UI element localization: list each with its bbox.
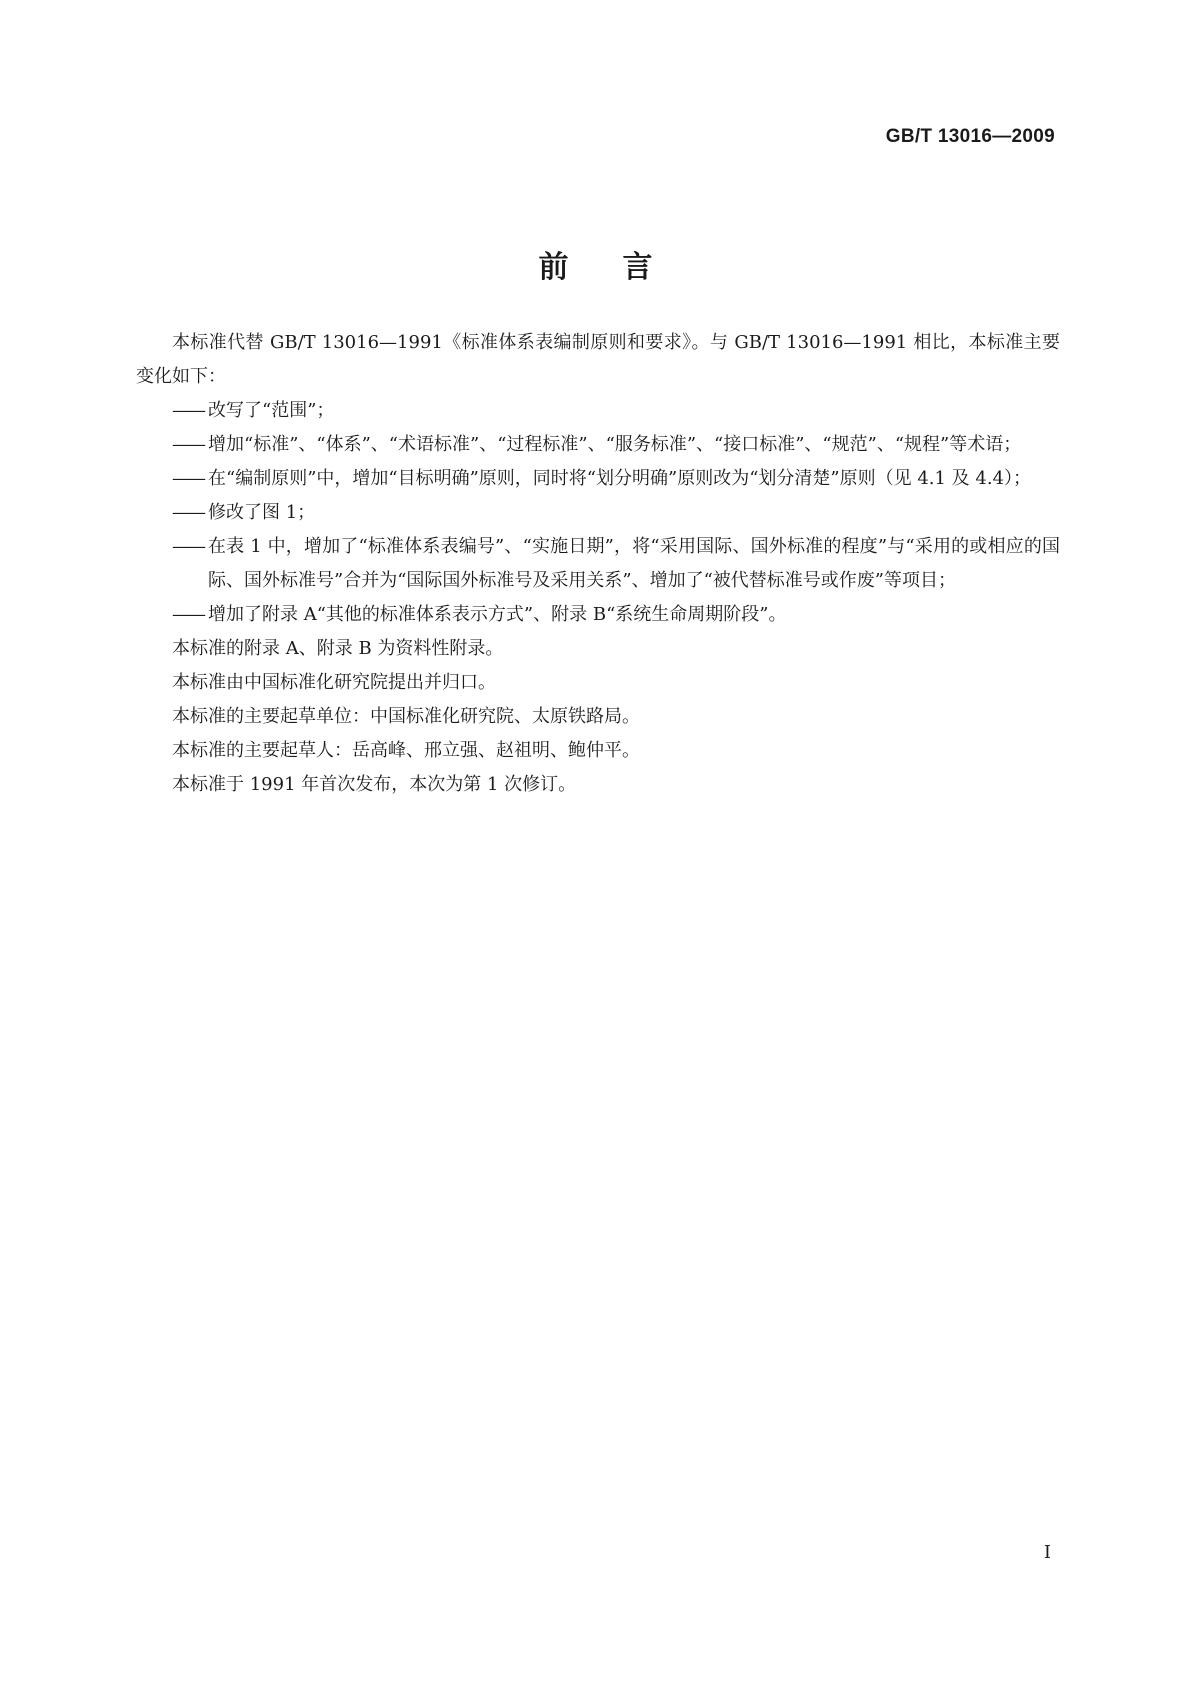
change-list [136, 394, 1060, 632]
change-item [136, 428, 1060, 462]
dash-mark: —— [172, 502, 204, 523]
intro-paragraph: 本标准代替 GB/T 13016—1991《标准体系表编制原则和要求》。与 GB/T 13016—1991 相比，本标准主要变化如下： [136, 332, 1060, 387]
dash-mark: —— [172, 536, 204, 557]
change-text: 在表 1 中，增加了“标准体系表编号”、“实施日期”，将“采用国际、国外标准的程度”与“采用的或相应的国际、国外标准号”合并为“国际国外标准号及采用关系”、增加了“被代替标准号或作废”等项目； [208, 536, 1060, 591]
page-title: 前言 [538, 250, 707, 286]
change-item [136, 394, 1060, 428]
change-item [136, 496, 1060, 530]
dash-mark: —— [172, 400, 204, 421]
note-paragraph: 本标准于 1991 年首次发布，本次为第 1 次修订。 [172, 774, 577, 795]
dash-mark: —— [172, 468, 204, 489]
note-paragraph: 本标准的主要起草单位：中国标准化研究院、太原铁路局。 [172, 706, 640, 727]
change-text: 增加“标准”、“体系”、“术语标准”、“过程标准”、“服务标准”、“接口标准”、“规范”、“规程”等术语； [208, 434, 1022, 455]
dash-mark: —— [172, 434, 204, 455]
page-number: I [1043, 1542, 1051, 1563]
note-paragraph: 本标准的附录 A、附录 B 为资料性附录。 [172, 638, 504, 659]
change-text: 增加了附录 A“其他的标准体系表示方式”、附录 B“系统生命周期阶段”。 [208, 604, 787, 625]
change-text: 改写了“范围”； [208, 400, 335, 421]
change-item [136, 462, 1060, 496]
change-item [136, 530, 1060, 598]
standard-code: GB/T 13016—2009 [885, 126, 1055, 147]
dash-mark: —— [172, 604, 204, 625]
change-text: 修改了图 1； [208, 502, 316, 523]
change-text: 在“编制原则”中，增加“目标明确”原则，同时将“划分明确”原则改为“划分清楚”原则（见 4.1 及 4.4）； [208, 468, 1032, 489]
change-item [136, 598, 1060, 632]
foreword-body [136, 326, 1060, 802]
note-paragraph: 本标准的主要起草人：岳高峰、邢立强、赵祖明、鲍仲平。 [172, 740, 640, 761]
note-paragraph: 本标准由中国标准化研究院提出并归口。 [172, 672, 496, 693]
